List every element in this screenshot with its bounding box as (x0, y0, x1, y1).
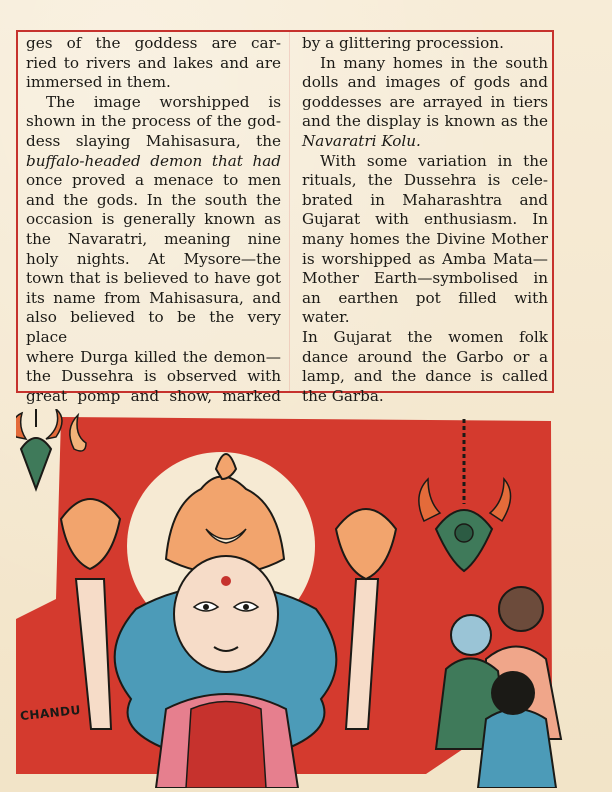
text-line: In Gujarat the women folk (302, 327, 548, 346)
text-line: In many homes in the south (320, 53, 548, 72)
text-line: rituals, the Dussehra is cele- (302, 171, 548, 190)
text-line: The image worshipped is (46, 92, 281, 111)
text-line: Gujarat with enthusiasm. In (302, 210, 548, 229)
illustration-svg (16, 409, 606, 788)
text-line: ges of the goddess are car- (26, 34, 281, 52)
text-line: by a glittering procession. (302, 34, 504, 52)
text-line: and the display is known as the (302, 112, 548, 131)
text-line: dess slaying Mahisasura, the (26, 131, 281, 150)
hanging-lamp-left (16, 409, 62, 489)
text-line: great pomp and show, marked (26, 386, 281, 405)
text-line: Navaratri Kolu. (302, 131, 421, 150)
article-column-right (294, 32, 556, 405)
text-line: ried to rivers and lakes and are (26, 53, 281, 72)
text-line (302, 132, 548, 152)
text-line: and the gods. In the south the (26, 190, 281, 209)
text-line: shown in the process of the god- (26, 112, 281, 131)
text-line: Mother Earth—symbolised in (302, 269, 548, 288)
text-line: is worshipped as Amba Mata— (302, 249, 548, 268)
text-line: buffalo-headed demon that had (26, 151, 281, 170)
text-line: lamp, and the dance is called (302, 367, 548, 386)
text-line: many homes the Divine Mother (302, 229, 548, 248)
text-line: dance around the Garbo or a (302, 347, 548, 366)
text-line: immersed in them. (26, 73, 171, 92)
durga-illustration (16, 409, 606, 788)
text-line (26, 152, 281, 172)
text-line: dolls and images of gods and (302, 73, 548, 92)
text-line: the Navaratri, meaning nine (26, 229, 281, 248)
text-line: holy nights. At Mysore—the (26, 249, 281, 268)
text-line: goddesses are arrayed in tiers (302, 92, 548, 111)
artist-signature: CHANDU (19, 702, 82, 724)
text-line: the Garba. (302, 386, 384, 405)
text-line: also believed to be the very place (26, 308, 281, 346)
text-line: its name from Mahisasura, and (26, 288, 281, 307)
text-line: once proved a menace to men (26, 171, 281, 190)
article-column-left (18, 32, 290, 405)
text-line: where Durga killed the demon— (26, 347, 281, 366)
text-line: an earthen pot filled with water. (302, 288, 548, 327)
goddess-face (174, 556, 278, 672)
text-line: occasion is generally known as (26, 210, 281, 229)
article-text-box (16, 30, 554, 405)
text-line: town that is believed to have got (26, 269, 281, 288)
text-line: brated in Maharashtra and (302, 190, 548, 209)
text-line: With some variation in the (320, 151, 548, 170)
text-line: the Dussehra is observed with (26, 367, 281, 386)
